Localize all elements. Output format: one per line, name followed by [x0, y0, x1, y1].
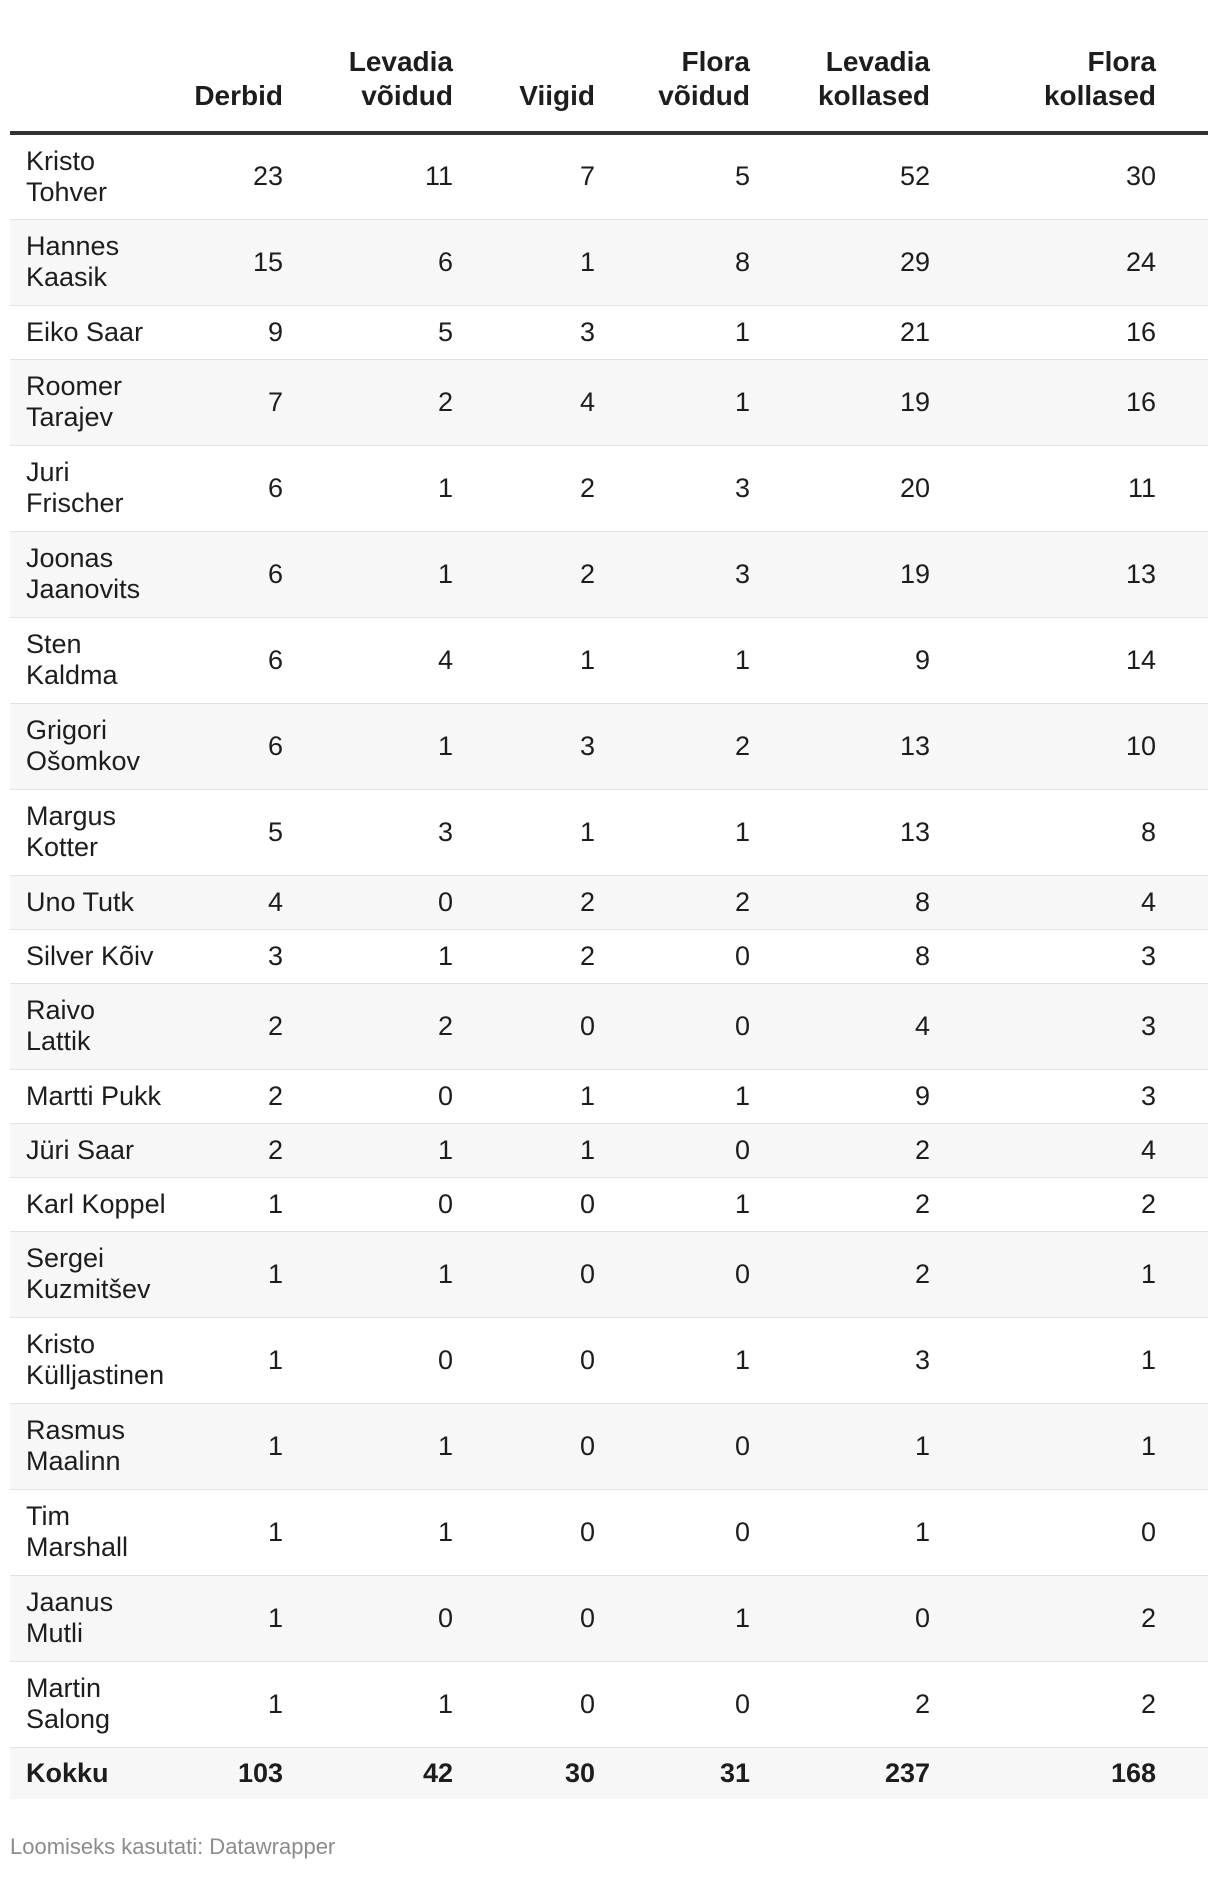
referee-name: Jüri Saar [26, 1134, 135, 1165]
value-cell: 1 [802, 1489, 982, 1575]
table-row [10, 133, 1208, 219]
value-cell: 1 [647, 1177, 802, 1231]
value-cell: 1 [647, 617, 802, 703]
referee-name: Grigori [26, 715, 108, 745]
referee-name-cell [10, 1489, 190, 1575]
table-row [10, 305, 1208, 359]
referee-name-cell [10, 875, 190, 929]
referee-name-cell [10, 983, 190, 1069]
value-cell: 2 [505, 445, 647, 531]
value-cell: 10 [982, 703, 1208, 789]
referee-name: Kaldma [26, 660, 118, 690]
value-cell: 2 [802, 1123, 982, 1177]
referee-name: Martin [26, 1673, 102, 1703]
table-row [10, 1231, 1208, 1317]
referee-name: Kristo [26, 1329, 96, 1359]
value-cell: 30 [982, 133, 1208, 219]
value-cell: 16 [982, 359, 1208, 445]
value-cell: 1 [505, 219, 647, 305]
value-cell: 3 [505, 703, 647, 789]
table-row [10, 445, 1208, 531]
column-header-label: Derbid [194, 80, 283, 111]
value-cell: 0 [505, 1661, 647, 1747]
value-cell: 0 [335, 875, 505, 929]
value-cell: 0 [647, 1403, 802, 1489]
value-cell: 4 [982, 1123, 1208, 1177]
referee-name: Mutli [26, 1618, 84, 1648]
referee-name: Frischer [26, 488, 124, 518]
value-cell: 8 [802, 875, 982, 929]
referee-name-cell [10, 445, 190, 531]
value-cell: 3 [647, 445, 802, 531]
value-cell: 2 [647, 875, 802, 929]
referee-name-cell [10, 133, 190, 219]
referee-name: Marshall [26, 1532, 129, 1562]
column-header-label: võidud [361, 80, 453, 111]
value-cell: 52 [802, 133, 982, 219]
value-cell: 8 [802, 929, 982, 983]
value-cell: 6 [190, 445, 335, 531]
value-cell: 1 [647, 305, 802, 359]
value-cell: 20 [802, 445, 982, 531]
value-cell: 0 [505, 1403, 647, 1489]
value-cell: 2 [802, 1177, 982, 1231]
value-cell: 0 [335, 1317, 505, 1403]
referee-name: Tarajev [26, 402, 114, 432]
value-cell: 0 [647, 1231, 802, 1317]
value-cell: 3 [802, 1317, 982, 1403]
value-cell: 0 [647, 983, 802, 1069]
referee-name-cell [10, 1123, 190, 1177]
referee-name: Tim [26, 1501, 70, 1531]
referee-name: Karl Koppel [26, 1188, 166, 1219]
total-value-cell: 237 [802, 1747, 982, 1799]
column-header [982, 0, 1208, 133]
value-cell: 11 [982, 445, 1208, 531]
value-cell: 6 [335, 219, 505, 305]
value-cell: 6 [190, 703, 335, 789]
value-cell: 2 [505, 531, 647, 617]
referee-name: Ošomkov [26, 746, 141, 776]
value-cell: 4 [982, 875, 1208, 929]
referee-name: Külljastinen [26, 1360, 165, 1390]
value-cell: 1 [647, 789, 802, 875]
derby-stats-table-container [10, 0, 1208, 1799]
referee-name: Silver Kõiv [26, 940, 154, 971]
value-cell: 2 [647, 703, 802, 789]
column-header [802, 0, 982, 133]
value-cell: 16 [982, 305, 1208, 359]
column-header [190, 0, 335, 133]
referee-name: Kaasik [26, 262, 108, 292]
table-row [10, 1403, 1208, 1489]
value-cell: 9 [190, 305, 335, 359]
referee-name: Jaanovits [26, 574, 141, 604]
value-cell: 2 [190, 1123, 335, 1177]
table-row [10, 617, 1208, 703]
value-cell: 2 [335, 983, 505, 1069]
value-cell: 1 [982, 1317, 1208, 1403]
table-header [10, 0, 1208, 133]
referee-name: Sten [26, 629, 82, 659]
referee-name-cell [10, 1231, 190, 1317]
value-cell: 1 [190, 1661, 335, 1747]
column-header-name [10, 0, 190, 133]
referee-name-cell [10, 617, 190, 703]
value-cell: 3 [190, 929, 335, 983]
value-cell: 13 [982, 531, 1208, 617]
header-row [10, 0, 1208, 133]
value-cell: 1 [505, 789, 647, 875]
value-cell: 1 [190, 1403, 335, 1489]
value-cell: 1 [647, 359, 802, 445]
value-cell: 4 [190, 875, 335, 929]
referee-name: Uno Tutk [26, 886, 135, 917]
value-cell: 8 [982, 789, 1208, 875]
table-row [10, 929, 1208, 983]
table-row [10, 789, 1208, 875]
total-value-cell: 31 [647, 1747, 802, 1799]
referee-name-cell [10, 789, 190, 875]
value-cell: 2 [982, 1661, 1208, 1747]
value-cell: 1 [647, 1575, 802, 1661]
total-row [10, 1747, 1208, 1799]
referee-name: Salong [26, 1704, 111, 1734]
value-cell: 1 [802, 1403, 982, 1489]
total-value-cell: 30 [505, 1747, 647, 1799]
total-value-cell: 168 [982, 1747, 1208, 1799]
value-cell: 1 [190, 1575, 335, 1661]
referee-name-cell [10, 703, 190, 789]
value-cell: 23 [190, 133, 335, 219]
value-cell: 0 [982, 1489, 1208, 1575]
referee-name: Juri [26, 457, 70, 487]
referee-name: Margus [26, 801, 117, 831]
value-cell: 1 [335, 929, 505, 983]
value-cell: 0 [802, 1575, 982, 1661]
value-cell: 11 [335, 133, 505, 219]
value-cell: 1 [335, 531, 505, 617]
referee-name: Joonas [26, 543, 114, 573]
value-cell: 1 [335, 1123, 505, 1177]
referee-name-cell [10, 1661, 190, 1747]
value-cell: 1 [647, 1069, 802, 1123]
referee-name: Rasmus [26, 1415, 126, 1445]
referee-name-cell [10, 1403, 190, 1489]
value-cell: 13 [802, 703, 982, 789]
value-cell: 6 [190, 617, 335, 703]
table-row [10, 983, 1208, 1069]
value-cell: 7 [190, 359, 335, 445]
referee-name-cell [10, 929, 190, 983]
value-cell: 2 [802, 1661, 982, 1747]
value-cell: 1 [190, 1231, 335, 1317]
value-cell: 0 [647, 1489, 802, 1575]
value-cell: 1 [335, 703, 505, 789]
value-cell: 1 [190, 1177, 335, 1231]
total-value-cell: 42 [335, 1747, 505, 1799]
value-cell: 1 [335, 1489, 505, 1575]
value-cell: 2 [982, 1575, 1208, 1661]
source-credit: Loomiseks kasutati: Datawrapper [10, 1834, 336, 1859]
referee-name: Tohver [26, 176, 108, 207]
referee-name: Jaanus [26, 1587, 114, 1617]
value-cell: 8 [647, 219, 802, 305]
column-header-label: kollased [817, 80, 930, 111]
total-label: Kokku [10, 1747, 190, 1799]
table-row [10, 531, 1208, 617]
referee-name-cell [10, 531, 190, 617]
value-cell: 0 [505, 1575, 647, 1661]
value-cell: 5 [335, 305, 505, 359]
total-value-cell: 103 [190, 1747, 335, 1799]
referee-name: Hannes [26, 231, 120, 261]
value-cell: 0 [505, 1177, 647, 1231]
referee-name-cell [10, 305, 190, 359]
value-cell: 19 [802, 359, 982, 445]
value-cell: 2 [190, 1069, 335, 1123]
value-cell: 1 [505, 617, 647, 703]
table-row [10, 359, 1208, 445]
value-cell: 2 [982, 1177, 1208, 1231]
value-cell: 0 [335, 1575, 505, 1661]
value-cell: 0 [505, 1317, 647, 1403]
value-cell: 29 [802, 219, 982, 305]
value-cell: 1 [335, 1403, 505, 1489]
value-cell: 1 [190, 1489, 335, 1575]
referee-name: Kristo [26, 145, 96, 176]
value-cell: 4 [802, 983, 982, 1069]
column-header-label: kollased [1043, 80, 1156, 111]
value-cell: 2 [802, 1231, 982, 1317]
referee-name-cell [10, 219, 190, 305]
value-cell: 0 [335, 1069, 505, 1123]
value-cell: 3 [505, 305, 647, 359]
referee-name-cell [10, 359, 190, 445]
value-cell: 7 [505, 133, 647, 219]
referee-name-cell [10, 1575, 190, 1661]
table-row [10, 219, 1208, 305]
table-row [10, 703, 1208, 789]
value-cell: 3 [647, 531, 802, 617]
value-cell: 9 [802, 617, 982, 703]
value-cell: 1 [982, 1403, 1208, 1489]
value-cell: 3 [335, 789, 505, 875]
value-cell: 6 [190, 531, 335, 617]
column-header [335, 0, 505, 133]
value-cell: 24 [982, 219, 1208, 305]
table-row [10, 1177, 1208, 1231]
value-cell: 2 [505, 875, 647, 929]
column-header-label: Flora [681, 46, 750, 77]
table-row [10, 1575, 1208, 1661]
value-cell: 0 [647, 1123, 802, 1177]
value-cell: 0 [505, 1489, 647, 1575]
table-row [10, 1069, 1208, 1123]
value-cell: 13 [802, 789, 982, 875]
referee-name: Roomer [26, 371, 123, 401]
derby-stats-table [10, 0, 1208, 1799]
referee-name: Kuzmitšev [26, 1274, 151, 1304]
value-cell: 1 [335, 1661, 505, 1747]
value-cell: 2 [335, 359, 505, 445]
referee-name: Raivo [26, 995, 96, 1025]
value-cell: 1 [647, 1317, 802, 1403]
column-header-label: Levadia [348, 46, 453, 77]
column-header [647, 0, 802, 133]
referee-name: Lattik [26, 1026, 91, 1056]
value-cell: 2 [190, 983, 335, 1069]
column-header-label: võidud [658, 80, 750, 111]
referee-name: Eiko Saar [26, 316, 144, 347]
table-row [10, 1317, 1208, 1403]
value-cell: 0 [505, 1231, 647, 1317]
value-cell: 5 [647, 133, 802, 219]
value-cell: 14 [982, 617, 1208, 703]
column-header-label: Levadia [825, 46, 930, 77]
value-cell: 4 [335, 617, 505, 703]
value-cell: 4 [505, 359, 647, 445]
value-cell: 1 [505, 1123, 647, 1177]
value-cell: 21 [802, 305, 982, 359]
column-header [505, 0, 647, 133]
value-cell: 3 [982, 1069, 1208, 1123]
referee-name-cell [10, 1177, 190, 1231]
value-cell: 1 [982, 1231, 1208, 1317]
referee-name: Sergei [26, 1243, 105, 1273]
value-cell: 0 [335, 1177, 505, 1231]
column-header-label: Viigid [519, 80, 595, 111]
table-row [10, 875, 1208, 929]
column-header-label: Flora [1087, 46, 1156, 77]
value-cell: 19 [802, 531, 982, 617]
value-cell: 0 [647, 929, 802, 983]
table-row [10, 1123, 1208, 1177]
referee-name-cell [10, 1069, 190, 1123]
referee-name: Maalinn [26, 1446, 121, 1476]
referee-name: Kotter [26, 832, 99, 862]
value-cell: 1 [505, 1069, 647, 1123]
table-row [10, 1489, 1208, 1575]
referee-name: Martti Pukk [26, 1080, 162, 1111]
value-cell: 1 [190, 1317, 335, 1403]
value-cell: 3 [982, 983, 1208, 1069]
value-cell: 1 [335, 445, 505, 531]
value-cell: 0 [647, 1661, 802, 1747]
value-cell: 15 [190, 219, 335, 305]
referee-name-cell [10, 1317, 190, 1403]
value-cell: 5 [190, 789, 335, 875]
value-cell: 9 [802, 1069, 982, 1123]
table-row [10, 1661, 1208, 1747]
value-cell: 3 [982, 929, 1208, 983]
value-cell: 1 [335, 1231, 505, 1317]
value-cell: 0 [505, 983, 647, 1069]
value-cell: 2 [505, 929, 647, 983]
table-body [10, 133, 1208, 1799]
